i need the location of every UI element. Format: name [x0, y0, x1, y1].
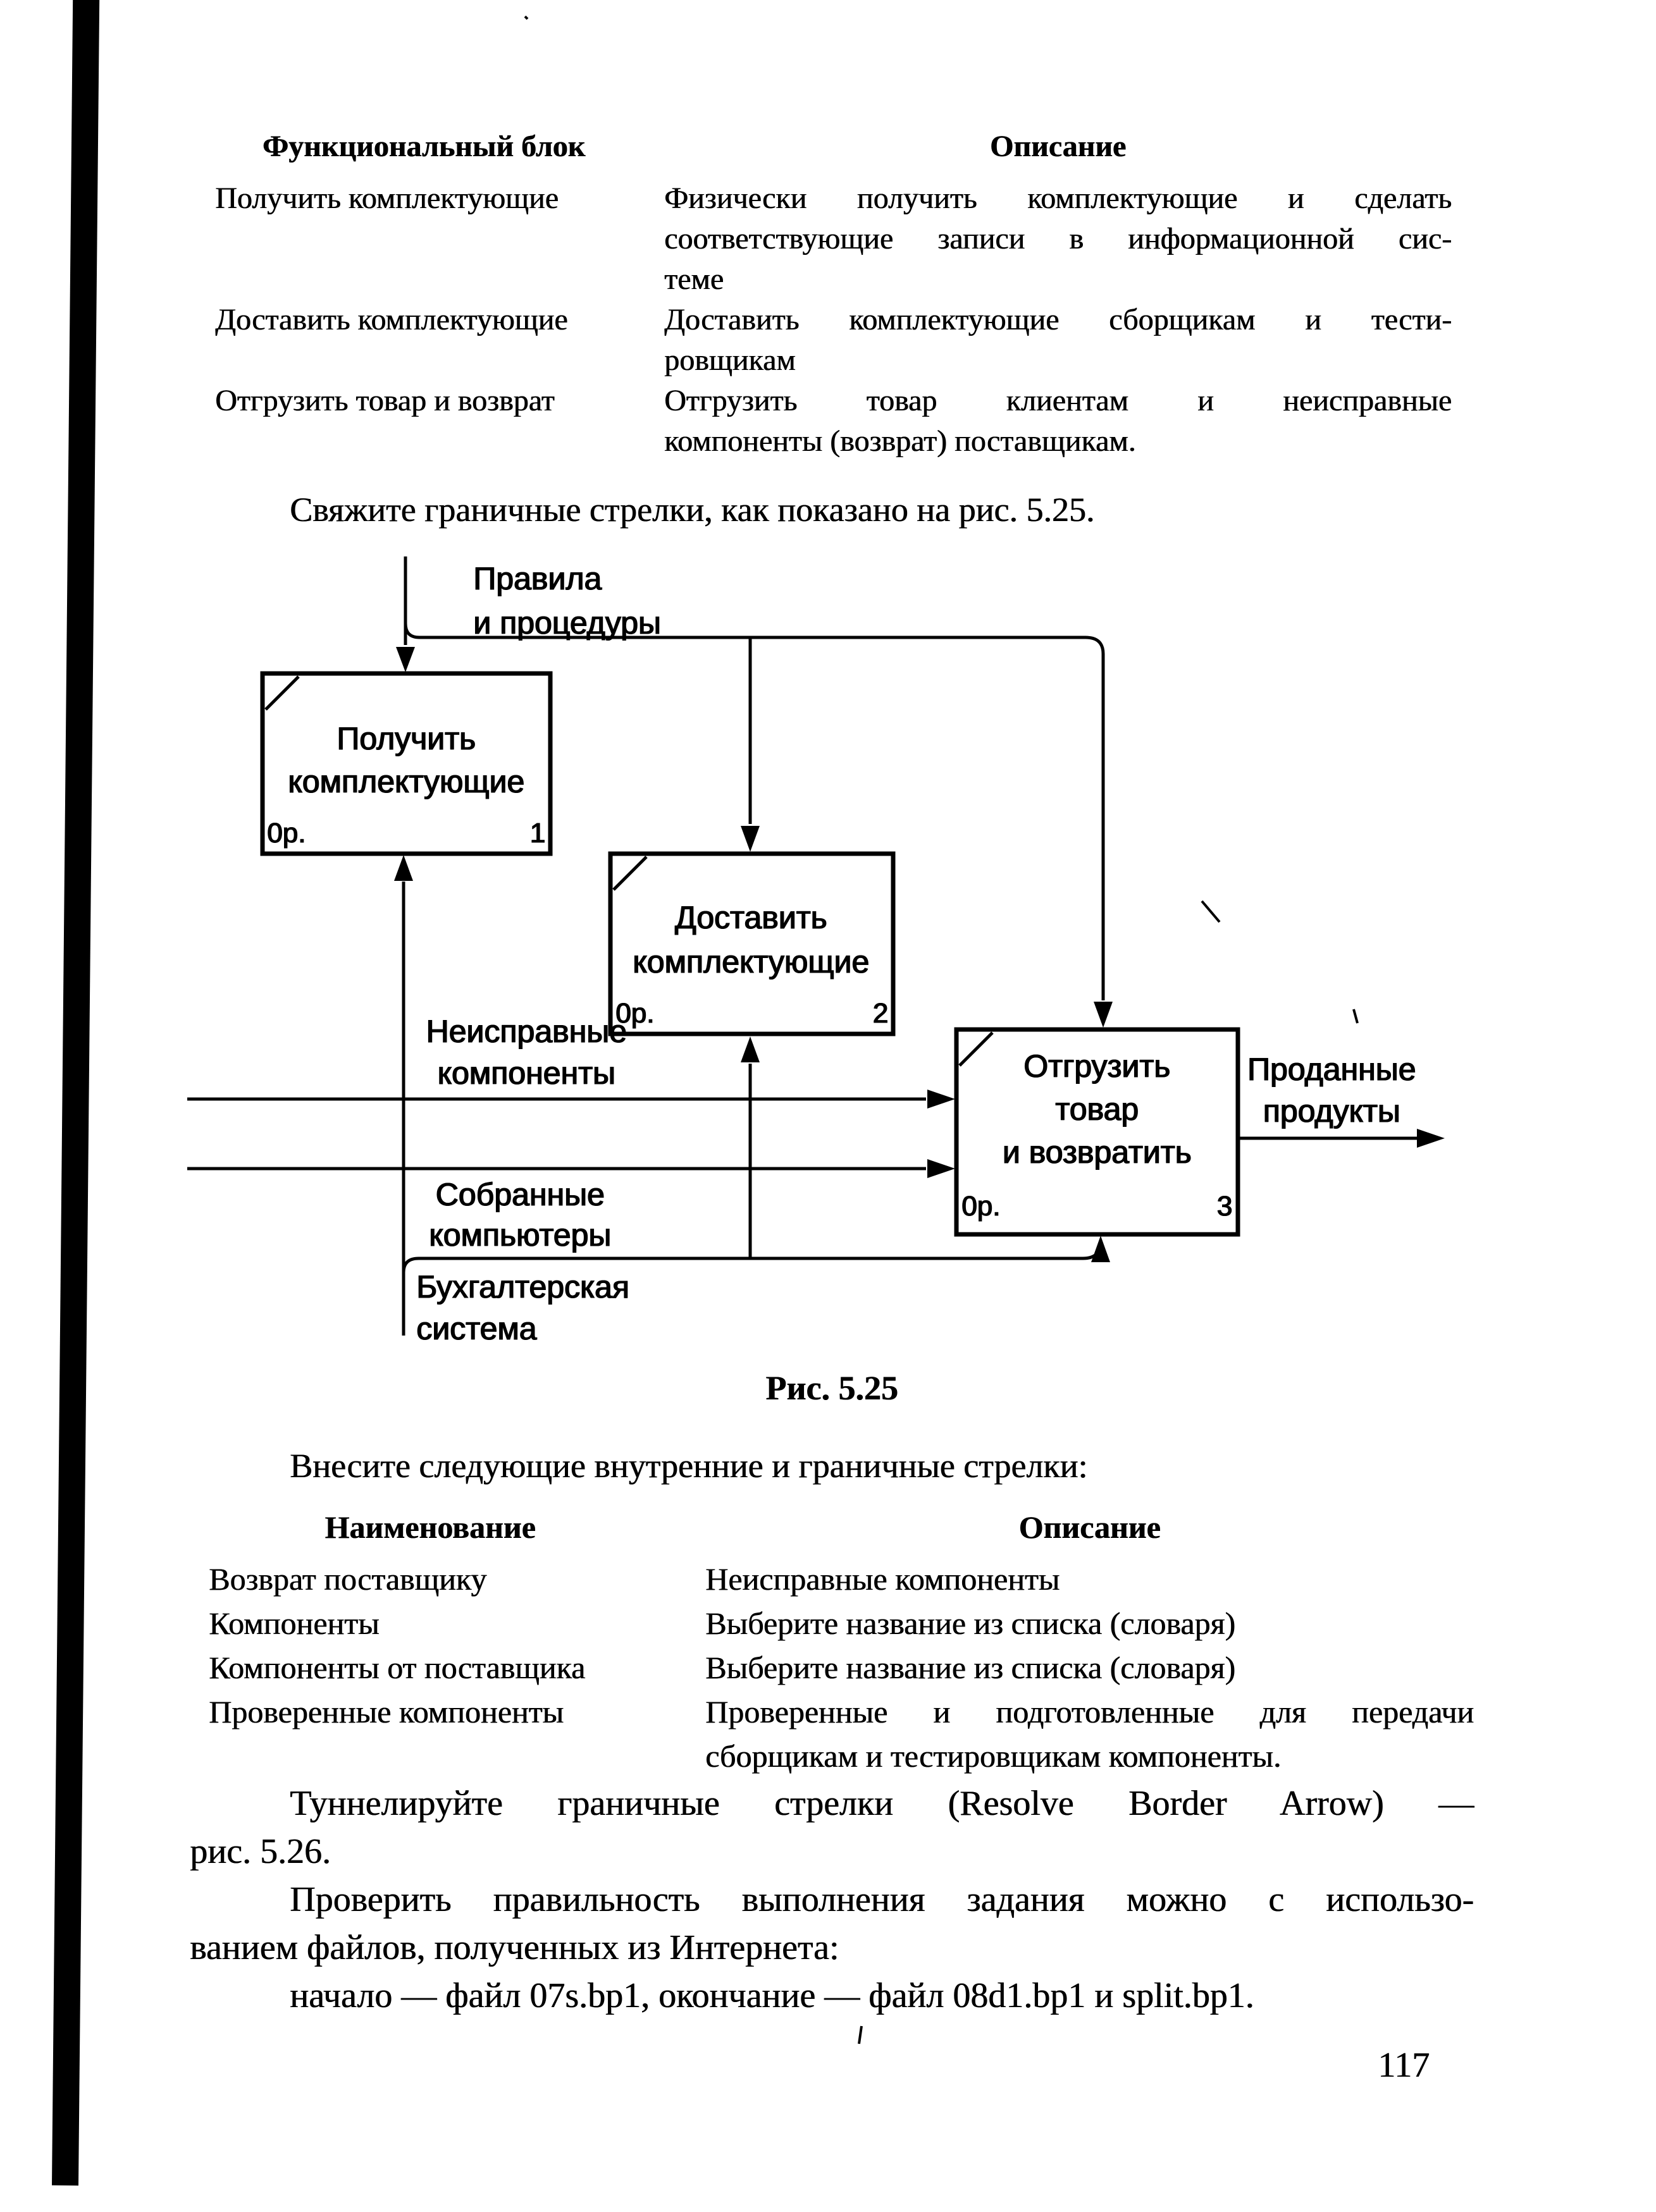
table-header-desc: Описание: [1018, 1509, 1161, 1545]
table-row-name: Проверенные компоненты: [209, 1694, 564, 1730]
scan-speck: [1354, 1009, 1357, 1023]
scan-speck: [859, 2026, 862, 2044]
box1-title-line: Получить: [337, 721, 476, 756]
table-row-desc: [705, 1690, 1474, 1778]
rules-label-line: Правила: [473, 561, 602, 596]
table-row-desc: [705, 1645, 1474, 1690]
text-line: ванием файлов, полученных из Интернета:: [190, 1928, 839, 1967]
text-line: компоненты (возврат) поставщикам.: [664, 424, 1136, 458]
arrowhead-into-box2-bottom: [741, 1036, 760, 1062]
box1-number: 1: [529, 818, 545, 849]
table-header-name: Функциональный блок: [262, 130, 586, 163]
table-row-desc: [705, 1557, 1474, 1601]
box2-number: 2: [872, 998, 888, 1029]
arrowhead-into-box3-bottom: [1091, 1236, 1110, 1262]
box3-title-line: и возвратить: [1002, 1134, 1192, 1170]
arrowhead-output-right: [1417, 1129, 1445, 1148]
text-line: Доставить комплектующие сборщикам и тести-: [664, 303, 1452, 336]
check-paragraph: [190, 1876, 1474, 1972]
table-row-name: Компоненты: [209, 1606, 380, 1641]
text-line: Проверенные и подготовленные для передачи: [705, 1694, 1474, 1730]
box1-title-line: комплектующие: [288, 764, 524, 799]
text-line: Физически получить комплектующие и сделать: [664, 181, 1452, 215]
faulty-components-label-line: компоненты: [437, 1055, 615, 1091]
box2-title-line: комплектующие: [633, 944, 869, 980]
arrowhead-into-box3-left-lower: [927, 1159, 955, 1178]
assembled-computers-label-line: Собранные: [435, 1177, 605, 1212]
box2-cost-label: 0р.: [615, 998, 655, 1029]
intro-paragraph: Свяжите граничные стрелки, как показано на рис. 5.25.: [290, 491, 1095, 529]
sold-products-label-line: Проданные: [1247, 1052, 1416, 1087]
tunnel-paragraph: [190, 1779, 1474, 1876]
accounting-system-label-line: система: [416, 1311, 537, 1346]
text-line: ровщикам: [664, 343, 796, 377]
box3-title-line: товар: [1055, 1091, 1139, 1127]
table-row-name: Возврат поставщику: [209, 1561, 487, 1597]
table-header-name: Наименование: [324, 1509, 536, 1545]
table-row-name: Получить комплектующие: [215, 181, 559, 215]
assembled-computers-label-line: компьютеры: [428, 1217, 612, 1253]
table-row-desc: [705, 1601, 1474, 1645]
table-row-name: Доставить комплектующие: [215, 303, 568, 336]
arrowhead-into-box1-bottom: [394, 855, 413, 881]
text-line: Проверить правильность выполнения задания можно с использо-: [290, 1880, 1474, 1919]
page-number: 117: [1378, 2046, 1430, 2085]
text-line: Выберите название из списка (словаря): [705, 1650, 1235, 1685]
table-header-desc: Описание: [989, 130, 1127, 163]
sold-products-label-line: продукты: [1263, 1093, 1400, 1129]
rules-label-line: и процедуры: [473, 605, 661, 641]
accounting-system-label-line: Бухгалтерская: [416, 1269, 629, 1305]
text-line: рис. 5.26.: [190, 1832, 331, 1871]
scan-speck: [1202, 901, 1220, 922]
text-line: Туннелируйте граничные стрелки (Resolve Border Arrow) —: [290, 1784, 1474, 1823]
box1-cost-label: 0р.: [267, 818, 306, 849]
text-line: теме: [664, 262, 724, 296]
faulty-components-label-line: Неисправные: [426, 1014, 627, 1049]
text-line: соответствующие записи в информационной сис-: [664, 222, 1452, 255]
text-line: сборщикам и тестировщикам компоненты.: [705, 1738, 1282, 1774]
text-line: Выберите название из списка (словаря): [705, 1606, 1235, 1641]
table-row-name: Компоненты от поставщика: [209, 1650, 586, 1685]
files-paragraph: начало — файл 07s.bp1, окончание — файл 08d1.bp1 и split.bp1.: [290, 1976, 1254, 2015]
arrows-table: [209, 1505, 1474, 1778]
arrowhead-into-box1-top: [396, 647, 415, 672]
text-line: Отгрузить товар клиентам и неисправные: [664, 384, 1452, 417]
scan-speck: [525, 16, 528, 19]
table-row-name: Отгрузить товар и возврат: [215, 384, 555, 417]
box2-title-line: Доставить: [674, 900, 827, 935]
box3-title-line: Отгрузить: [1023, 1048, 1171, 1084]
arrowhead-into-box3-left-upper: [927, 1090, 955, 1109]
insert-paragraph: Внесите следующие внутренние и граничные стрелки:: [290, 1447, 1088, 1485]
arrowhead-into-box2-top: [741, 826, 760, 852]
box3-cost-label: 0р.: [961, 1191, 1001, 1222]
arrowhead-into-box3-top: [1094, 1002, 1113, 1028]
figure-caption: Рис. 5.25: [765, 1369, 898, 1407]
text-line: Неисправные компоненты: [705, 1561, 1060, 1597]
box3-number: 3: [1216, 1191, 1232, 1222]
